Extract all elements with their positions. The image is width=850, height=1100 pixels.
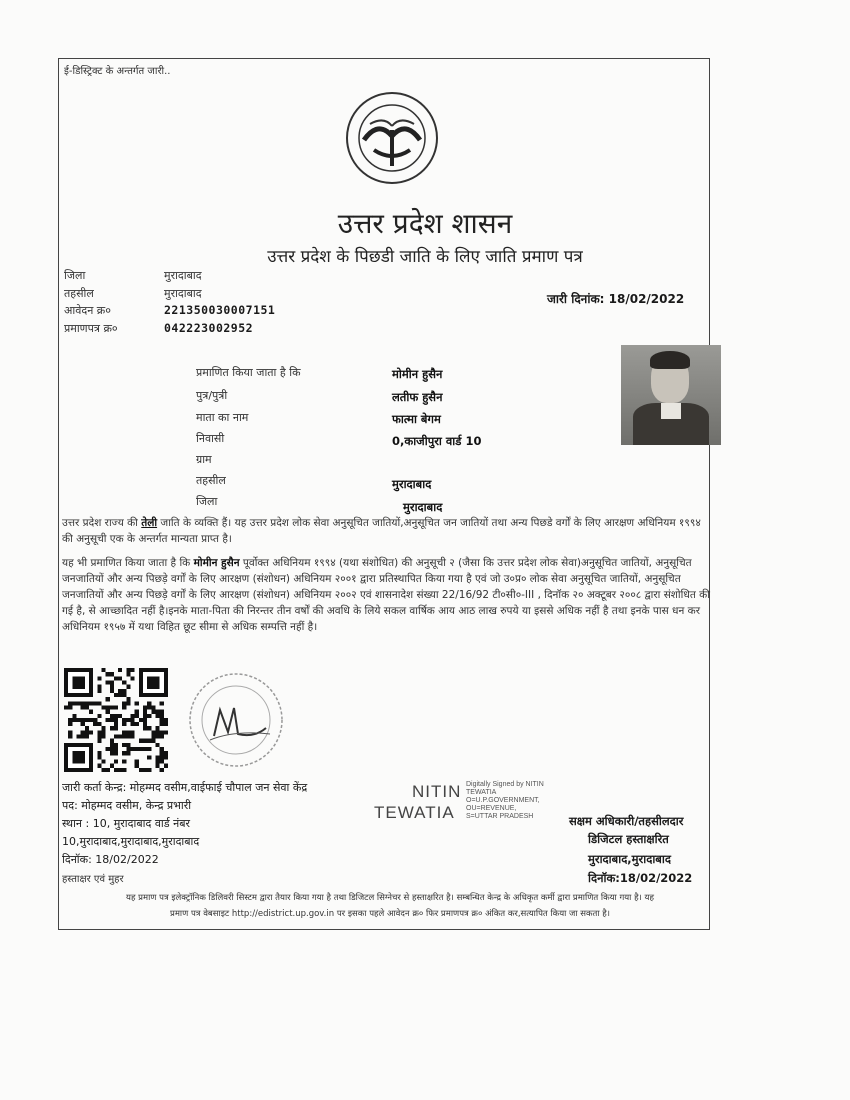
verification-qr-code [64,668,168,772]
tehsil-label: तहसील [64,287,94,300]
detail-label: पुत्र/पुत्री [196,389,228,402]
tehsil-value: मुरादाबाद [164,287,202,300]
detail-value-address: 0,काजीपुरा वार्ड 10 [392,434,482,448]
detail-value-name: मोमीन हुसैन [392,367,443,381]
detail-value-tehsil: मुरादाबाद [392,477,432,491]
district-label: जिला [64,269,86,282]
issuer-address: 10,मुरादाबाद,मुरादाबाद,मुरादाबाद [62,835,200,848]
application-label: आवेदन क्र० [64,304,111,317]
up-government-emblem [344,90,440,186]
caste-name: तेली [141,517,158,529]
detail-value-father: लतीफ हुसैन [392,390,443,404]
digital-sign-details: Digitally Signed by NITIN TEWATIA O=U.P.GOVERNMENT, OU=REVENUE, S=UTTAR PRADESH [466,781,544,820]
header-note: ई-डिस्ट्रिक्ट के अन्तर्गत जारी.. [64,66,171,77]
applicant-photo [621,345,721,445]
issuer-location: स्थान : 10, मुरादाबाद वार्ड नंबर [62,817,191,830]
detail-value-mother: फात्मा बेगम [392,412,441,426]
detail-label: निवासी [196,432,225,445]
footer-note-line1: यह प्रमाण पत्र इलेक्ट्रॉनिक डिलिवरी सिस्टम द्वारा तैयार किया गया है तथा डिजिटल सिग्नेचर से हस्ताक्षरित है। सम्बन्धित केन्द्र के अधिकृत कर्मी द्वारा प्रमाणित किया गया है। यह [126,893,654,903]
application-number: 221350030007151 [164,303,276,317]
caste-paragraph: उत्तर प्रदेश राज्य की तेली जाति के व्यक्ति हैं। यह उत्तर प्रदेश लोक सेवा अनुसूचित जातियों,अनुसूचित जन जातियों तथा अन्य पिछडे वर्गों के लिए आरक्षण अधिनियम १९९४ की अनुसूची एक के अन्तर्गत मान्यता प्राप्त है। [62,517,701,545]
district-value: मुरादाबाद [164,269,202,282]
applicant-name-inline: मोमीन हुसैन [193,557,240,569]
detail-label: तहसील [196,474,226,487]
creamy-layer-paragraph: यह भी प्रमाणित किया जाता है कि मोमीन हुसैन पूर्वोक्त अधिनियम १९९४ (यथा संशोधित) की अनुसूची २ (जैसा कि उत्तर प्रदेश लोक सेवा)अनुसूचित जातियों, अनुसूचित जनजातियों और अन्य पिछड़े वर्गों के लिए आरक्षण (संशोधन) अधिनियम २००१ द्वारा प्रतिस्थापित किया गया है एवं जो उ०प्र० लोक सेवा अनुसूचित जातियों, अनुसूचित जनजातियों और अन्य पिछड़े वर्गों के लिए आरक्षण (संशोधन) अधिनियम २००२ एवं शासनादेश संख्या 22/16/92 टी०सी०-III , दिनॉक २० अक्टूबर २००८ द्वारा संशोधित की गई है, से आच्छादित नहीं है।इनके माता-पिता की निरन्तर तीन वर्षों की अवधि के लिये सकल वार्षिक आय आठ लाख रुपये या इससे अधिक नहीं है तथा इनके पास धन कर अधिनियम १९५७ में यथा विहित छूट सीमा से अधिक सम्पत्ति नहीं है। [62,557,710,633]
digital-signer-last-name: TEWATIA [374,803,455,822]
issuer-date: दिनॉक: 18/02/2022 [62,853,159,866]
detail-label: जिला [196,495,218,508]
digital-signer-first-name: NITIN [412,782,462,801]
office-stamp [174,668,294,778]
issue-date: जारी दिनांक: 18/02/2022 [547,292,685,306]
authority-date: दिनॉक:18/02/2022 [588,871,693,885]
issuer-center: जारी कर्ता केन्द्र: मोहम्मद वसीम,वाईफाई चौपाल जन सेवा केंद्र [62,781,308,794]
detail-label: प्रमाणित किया जाता है कि [196,366,301,379]
detail-label: माता का नाम [196,411,249,424]
authority-digital: डिजिटल हस्ताक्षरित [588,832,669,846]
document-title: उत्तर प्रदेश शासन [337,207,513,240]
signature-seal-label: हस्ताक्षर एवं मुहर [62,874,124,885]
document-subtitle: उत्तर प्रदेश के पिछडी जाति के लिए जाति प्रमाण पत्र [267,247,583,267]
certificate-label: प्रमाणपत्र क्र० [64,322,118,335]
detail-value-district: मुरादाबाद [403,500,443,514]
certificate-number: 042223002952 [164,321,254,335]
detail-label: ग्राम [196,453,212,466]
authority-title: सक्षम अधिकारी/तहसीलदार [569,814,684,828]
issuer-designation: पद: मोहम्मद वसीम, केन्द्र प्रभारी [62,799,192,812]
footer-note-line2: प्रमाण पत्र वेबसाइट http://edistrict.up.gov.in पर इसका पहले आवेदन क्र० फिर प्रमाणपत्र क्र० अंकित कर,सत्यापित किया जा सकता है। [170,909,610,919]
authority-location: मुरादाबाद,मुरादाबाद [588,852,671,866]
